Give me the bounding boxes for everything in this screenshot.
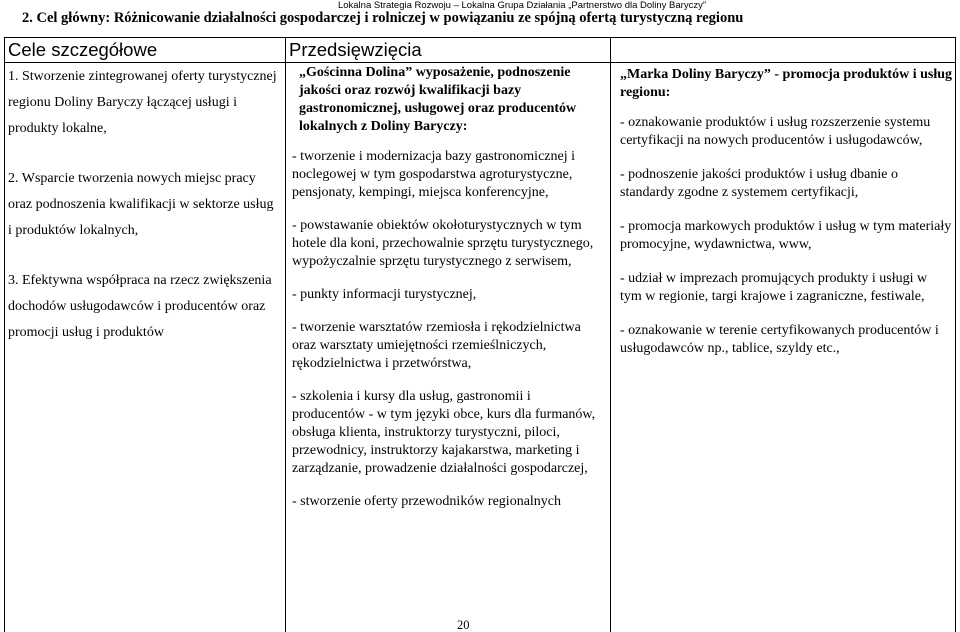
undertaking-item: - punkty informacji turystycznej,: [292, 287, 477, 302]
detailed-goal-item: 2. Wsparcie tworzenia nowych miejsc pracy oraz podnoszenia kwalifikacji w sektorze usług i produktów lokalnych,: [8, 171, 274, 238]
undertaking-item: - powstawanie obiektów okołoturystycznych w tym hotele dla koni, przechowalnie sprzętu turystycznego, wypożyczalnie sprzętu turystycznego z serwisem,: [292, 218, 594, 269]
goal-title: 2. Cel główny: Różnicowanie działalności gospodarczej i rolniczej w powiązaniu ze spójną ofertą turystyczną regionu: [22, 10, 744, 26]
column-divider: [610, 37, 611, 632]
undertaking-item: - oznakowanie w terenie certyfikowanych producentów i usługodawców np., tablice, szyldy etc.,: [620, 323, 939, 356]
undertaking-item: - promocja markowych produktów i usług w tym materiały promocyjne, wydawnictwa, www,: [620, 219, 952, 252]
undertaking-item: - tworzenie warsztatów rzemiosła i rękodzielnictwa oraz warsztaty umiejętności rzemieślniczych, rękodzielnictwa i przetwórstwa,: [292, 320, 581, 371]
detailed-goal-item: 1. Stworzenie zintegrowanej oferty turystycznej regionu Doliny Baryczy łączącej usługi i produkty lokalne,: [8, 69, 277, 136]
undertaking-item: - oznakowanie produktów i usług rozszerzenie systemu certyfikacji na nowych producentów i usługodawców,: [620, 115, 931, 148]
undertaking-item: - udział w imprezach promujących produkty i usługi w tym w regionie, targi krajowe i zagraniczne, festiwale,: [620, 271, 928, 304]
undertaking-item: - podnoszenie jakości produktów i usług dbanie o standardy zgodne z systemem certyfikacji,: [620, 167, 899, 200]
page-number: 20: [457, 618, 470, 632]
undertaking-title: „Gościnna Dolina” wyposażenie, podnoszenie jakości oraz rozwój kwalifikacji bazy gastronomicznej, usługowej oraz producentów lokalnych z Doliny Baryczy:: [299, 65, 577, 134]
undertaking-gosc-dolina: [292, 64, 606, 511]
undertakings-heading: Przedsięwzięcia: [289, 39, 422, 60]
running-header: Lokalna Strategia Rozwoju – Lokalna Grupa Działania „Partnerstwo dla Doliny Baryczy”: [337, 0, 706, 11]
detailed-goals-heading: Cele szczegółowe: [8, 39, 158, 60]
detailed-goals-list: [8, 64, 280, 346]
undertaking-marka-doliny: [620, 66, 952, 358]
undertaking-title: „Marka Doliny Baryczy” - promocja produktów i usług regionu:: [620, 67, 952, 100]
detailed-goal-item: 3. Efektywna współpraca na rzecz zwiększenia dochodów usługodawców i producentów oraz promocji usług i produktów: [8, 273, 272, 340]
header-divider: [285, 62, 956, 63]
undertaking-item: - szkolenia i kursy dla usług, gastronomii i producentów - w tym języki obce, kurs dla furmanów, obsługa klienta, instruktorzy turystyczni, piloci, przewodnicy, instruktorzy kajakarstwa, marketing i zarządzanie, prowadzenie działalności gospodarczej,: [292, 389, 596, 476]
undertaking-item: - stworzenie oferty przewodników regionalnych: [292, 494, 562, 509]
undertaking-item: - tworzenie i modernizacja bazy gastronomicznej i noclegowej w tym gospodarstwa agroturystyczne, pensjonaty, kempingi, miejsca konferencyjne,: [292, 149, 575, 200]
header-divider: [4, 62, 286, 63]
column-divider: [285, 37, 286, 632]
